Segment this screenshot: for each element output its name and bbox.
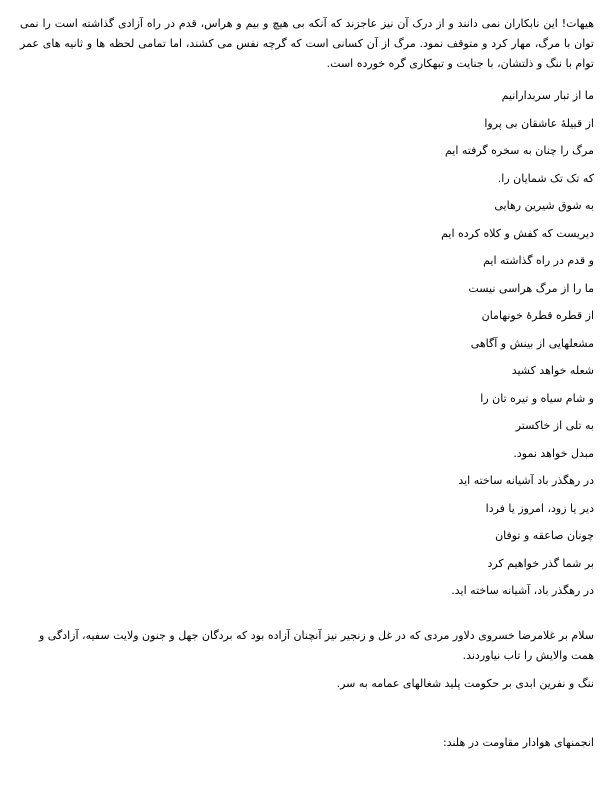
poem-line: که تک تک شمایان را. — [497, 171, 594, 185]
poem-line: از قبیلهٔ عاشقان بی پروا — [484, 116, 594, 130]
poem-line: به تلی از خاکستر — [515, 419, 594, 432]
poem-line: دیر یا زود، امروز یا فردا — [485, 501, 594, 515]
poem-line: مبدل خواهد نمود. — [513, 446, 594, 460]
poem-line: به شوق شیرین رهایی — [494, 199, 594, 212]
poem-line: از قطره قطرهٔ خونهامان — [481, 309, 594, 322]
signature: انجمنهای هوادار مقاومت در هلند: — [443, 736, 594, 749]
poem-line: و شام سیاه و تیره تان را — [480, 391, 594, 405]
poem-line: شعله خواهد کشید — [511, 364, 594, 377]
poem-line: ما را از مرگ هراسی نیست — [468, 281, 594, 295]
poem-line: دیریست که کفش و کلاه کرده ایم — [441, 226, 594, 240]
closing-paragraph: سلام بر غلامرضا خسروی دلاور مردی که در غل و زنجیر نیز آنچنان آزاده بود که بردگان جهل و جنون ولایت سفیه، آزادگی و همت والایش را تاب نیاوردند. — [39, 629, 594, 662]
poem-line: بر شما گذر خواهیم کرد — [487, 556, 594, 570]
poem-line: در رهگذر باد، آشیانه ساخته اید. — [451, 584, 594, 597]
poem-line: مشعلهایی از بینش و آگاهی — [470, 336, 594, 350]
poem-line: مرگ را چنان به سخره گرفته ایم — [444, 144, 594, 157]
poem-line: چونان صاعقه و توفان — [495, 529, 594, 542]
curse-line: ننگ و نفرین ابدی بر حکومت پلید شغالهای عمامه به سر. — [336, 677, 594, 690]
poem — [34, 84, 594, 607]
intro-paragraph: هیهات! این نابکاران نمی دانند و از درک آن نیز عاجزند که آنکه بی هیچ و بیم و هراس، قدم در راه آزادی گذاشته است را نمی توان با مرگ، مهار کرد و متوقف نمود. مرگ از آن کسانی است که گرچه نفس می کشند، اما تمامی لحظه ها و ثانیه های عمر توام با ننگ و ذلتشان، با جنایت و تبهکاری گره خورده است. — [20, 17, 594, 70]
poem-line: و قدم در راه گذاشته ایم — [483, 254, 594, 267]
poem-line: ما از تبار سربدارانیم — [501, 89, 594, 102]
poem-line: در رهگذر باد آشیانه ساخته اید — [458, 474, 594, 487]
